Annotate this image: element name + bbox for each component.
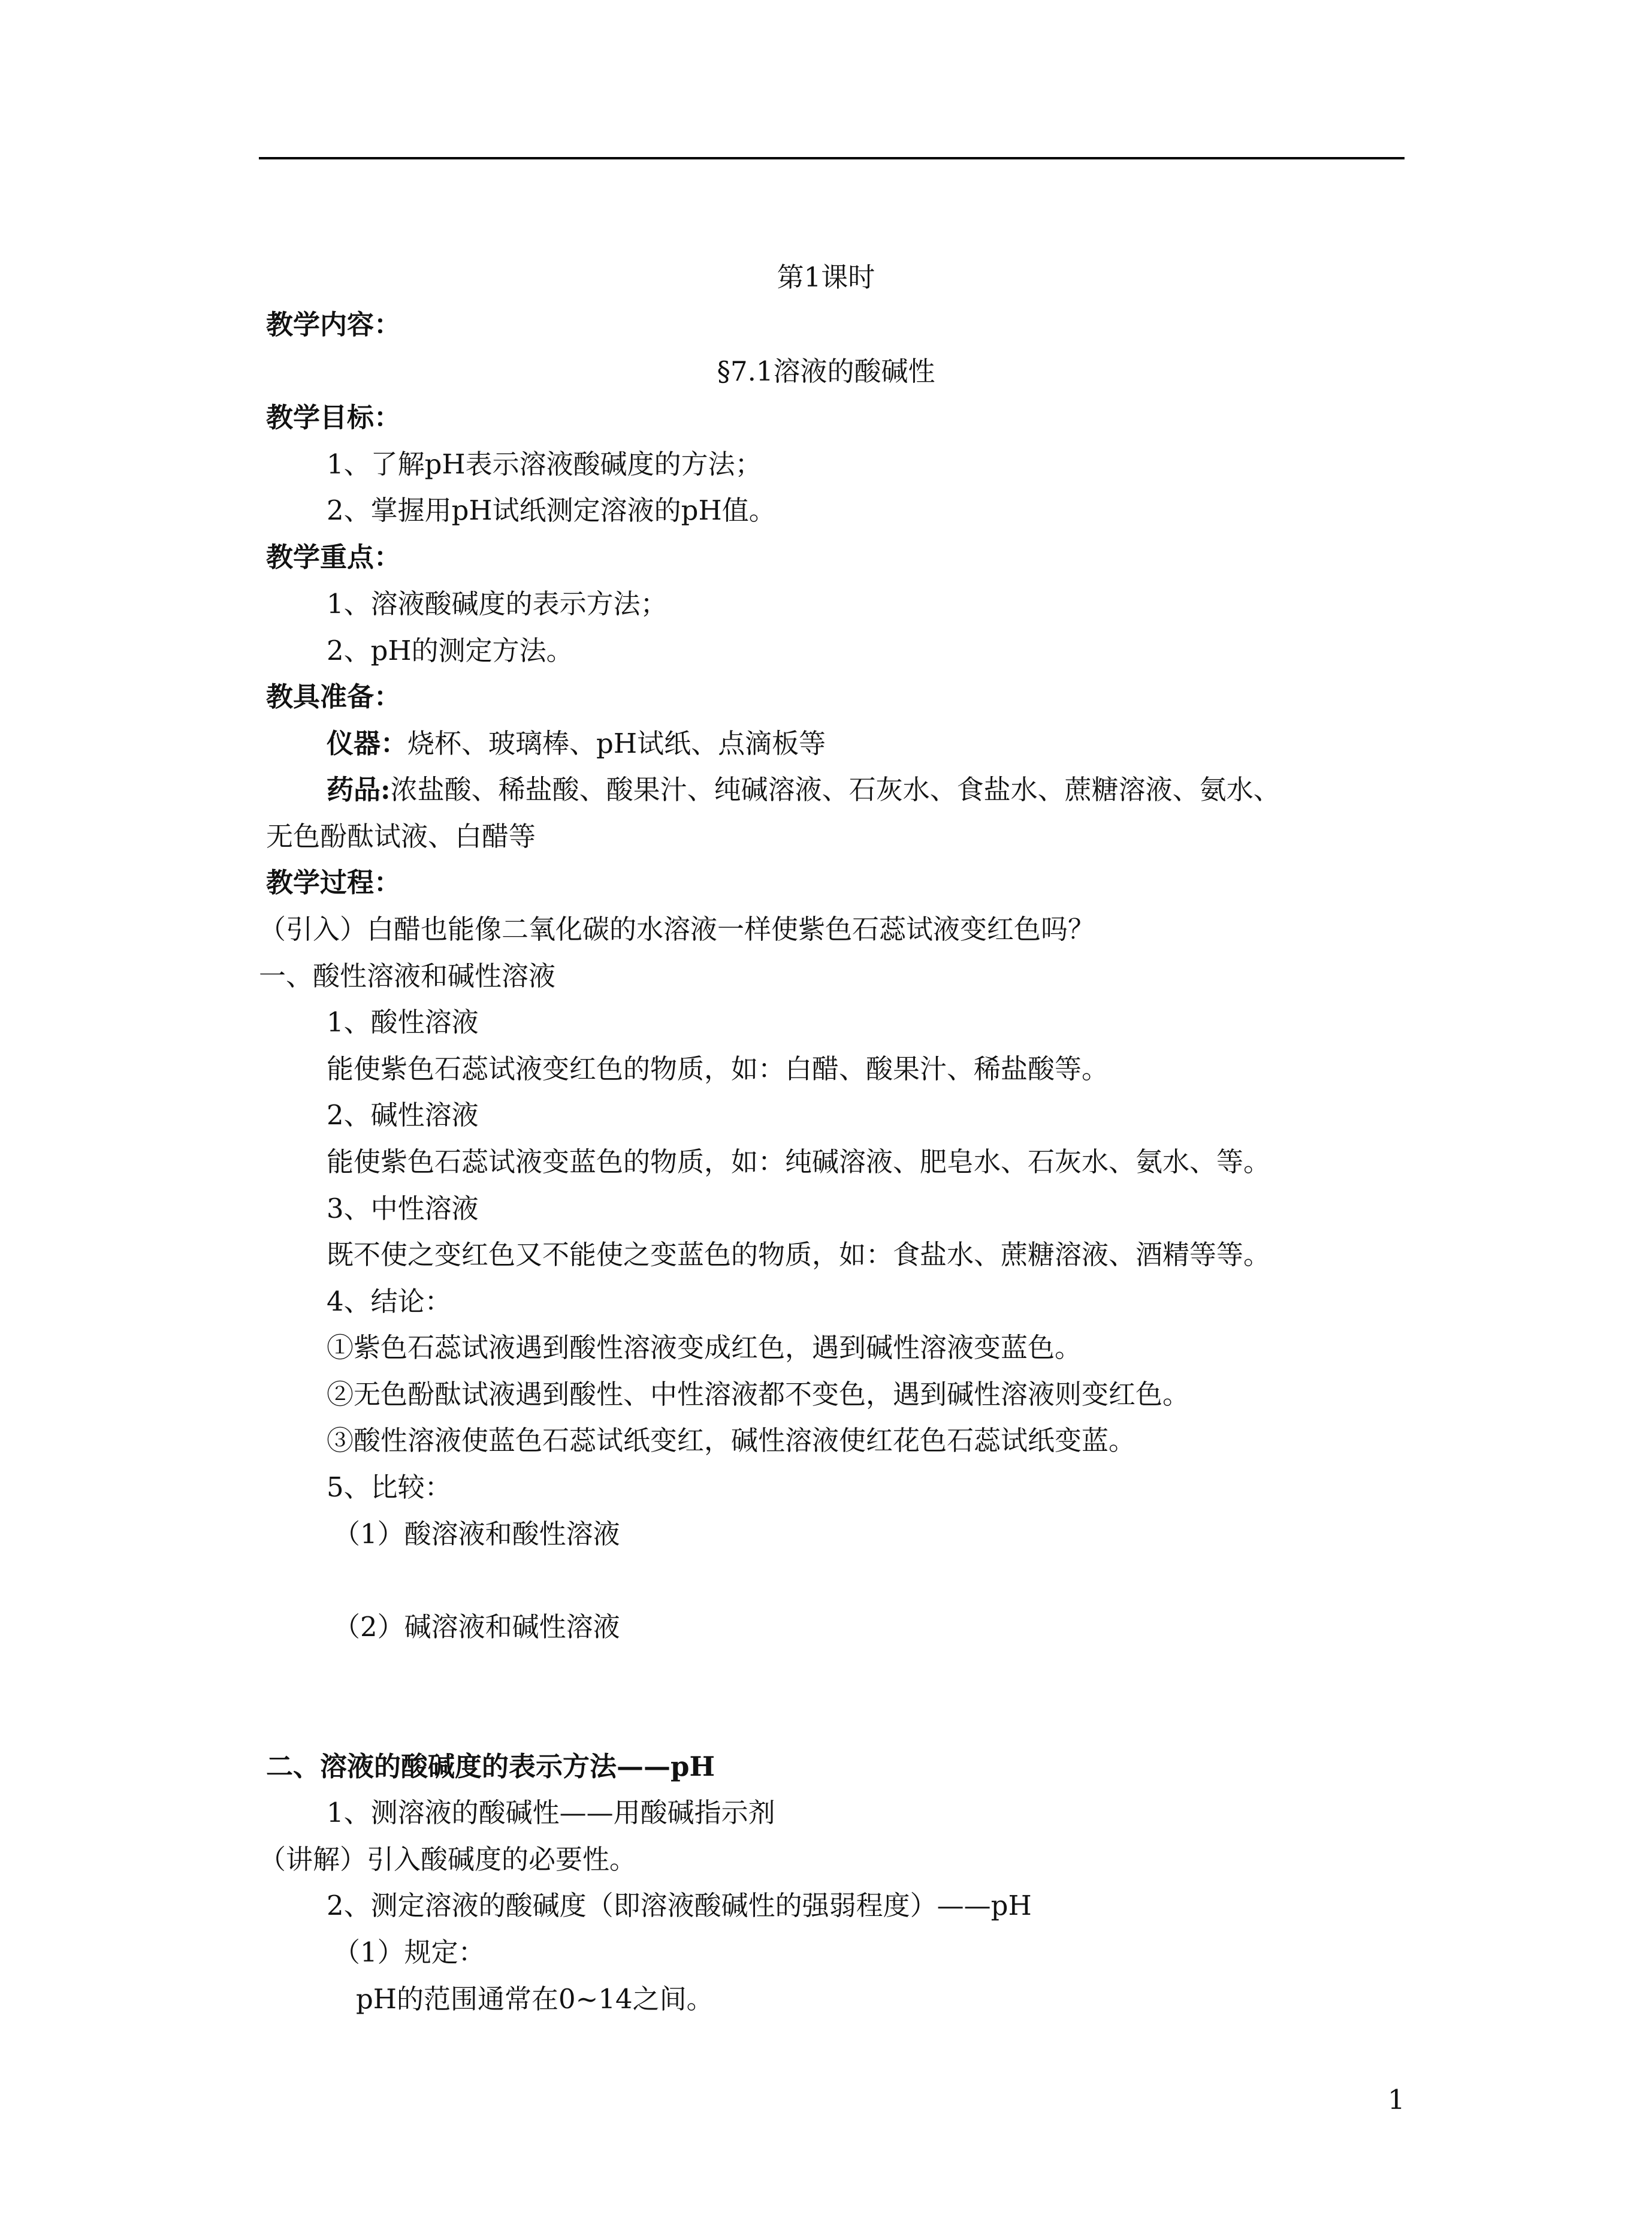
goals-heading: 教学目标： (266, 402, 401, 433)
explain-line: （讲解）引入酸碱度的必要性。 (259, 1843, 637, 1875)
compare-item: （1）酸溶液和酸性溶液 (333, 1518, 620, 1550)
goal-item: 2、掌握用pH试纸测定溶液的pH值。 (327, 494, 776, 526)
acid-desc: 能使紫色石蕊试液变红色的物质，如：白醋、酸果汁、稀盐酸等。 (327, 1053, 1109, 1085)
lesson-title: 第1课时 (777, 261, 875, 293)
conclusion-title: 4、结论： (327, 1286, 452, 1317)
instruments-label: 仪器： (327, 728, 408, 759)
base-title: 2、碱性溶液 (327, 1099, 479, 1131)
neutral-title: 3、中性溶液 (327, 1193, 479, 1224)
part2-item1: 1、测溶液的酸碱性——用酸碱指示剂 (327, 1797, 775, 1828)
key-point-item: 2、pH的测定方法。 (327, 635, 573, 666)
key-point-item: 1、溶液酸碱度的表示方法； (327, 588, 668, 620)
rule-title: （1）规定： (333, 1936, 485, 1968)
part1-title: 一、酸性溶液和碱性溶液 (259, 960, 556, 992)
neutral-desc: 既不使之变红色又不能使之变蓝色的物质，如：食盐水、蔗糖溶液、酒精等等。 (327, 1239, 1271, 1271)
compare-item: （2）碱溶液和碱性溶液 (333, 1611, 620, 1643)
part2-item2: 2、测定溶液的酸碱度（即溶液酸碱性的强弱程度）——pH (327, 1890, 1032, 1921)
reagents-line (327, 772, 1280, 808)
reagents-continuation: 无色酚酞试液、白醋等 (266, 820, 536, 852)
acid-title: 1、酸性溶液 (327, 1006, 479, 1038)
instruments-line (327, 726, 826, 762)
process-heading: 教学过程： (266, 867, 401, 898)
compare-title: 5、比较： (327, 1471, 452, 1503)
content-heading: 教学内容： (266, 309, 401, 340)
section-title: §7.1溶液的酸碱性 (717, 355, 935, 387)
reagents-label: 药品: (327, 774, 391, 805)
conclusion-item: ①紫色石蕊试液遇到酸性溶液变成红色，遇到碱性溶液变蓝色。 (327, 1332, 1082, 1363)
instruments-text: 烧杯、玻璃棒、pH试纸、点滴板等 (407, 728, 826, 759)
materials-heading: 教具准备： (266, 681, 401, 713)
rule-text: pH的范围通常在0~14之间。 (356, 1983, 714, 2015)
header-rule (259, 157, 1405, 159)
reagents-text: 浓盐酸、稀盐酸、酸果汁、纯碱溶液、石灰水、食盐水、蔗糖溶液、氨水、 (390, 774, 1280, 805)
intro-question: （引入）白醋也能像二氧化碳的水溶液一样使紫色石蕊试液变红色吗？ (259, 913, 1095, 945)
base-desc: 能使紫色石蕊试液变蓝色的物质，如：纯碱溶液、肥皂水、石灰水、氨水、等。 (327, 1146, 1271, 1178)
part2-title: 二、溶液的酸碱度的表示方法——pH (266, 1751, 715, 1782)
conclusion-item: ③酸性溶液使蓝色石蕊试纸变红，碱性溶液使红花色石蕊试纸变蓝。 (327, 1425, 1136, 1456)
key-points-heading: 教学重点： (266, 541, 401, 573)
goal-item: 1、了解pH表示溶液酸碱度的方法； (327, 448, 762, 480)
page-number: 1 (1388, 2084, 1405, 2116)
conclusion-item: ②无色酚酞试液遇到酸性、中性溶液都不变色，遇到碱性溶液则变红色。 (327, 1378, 1190, 1410)
